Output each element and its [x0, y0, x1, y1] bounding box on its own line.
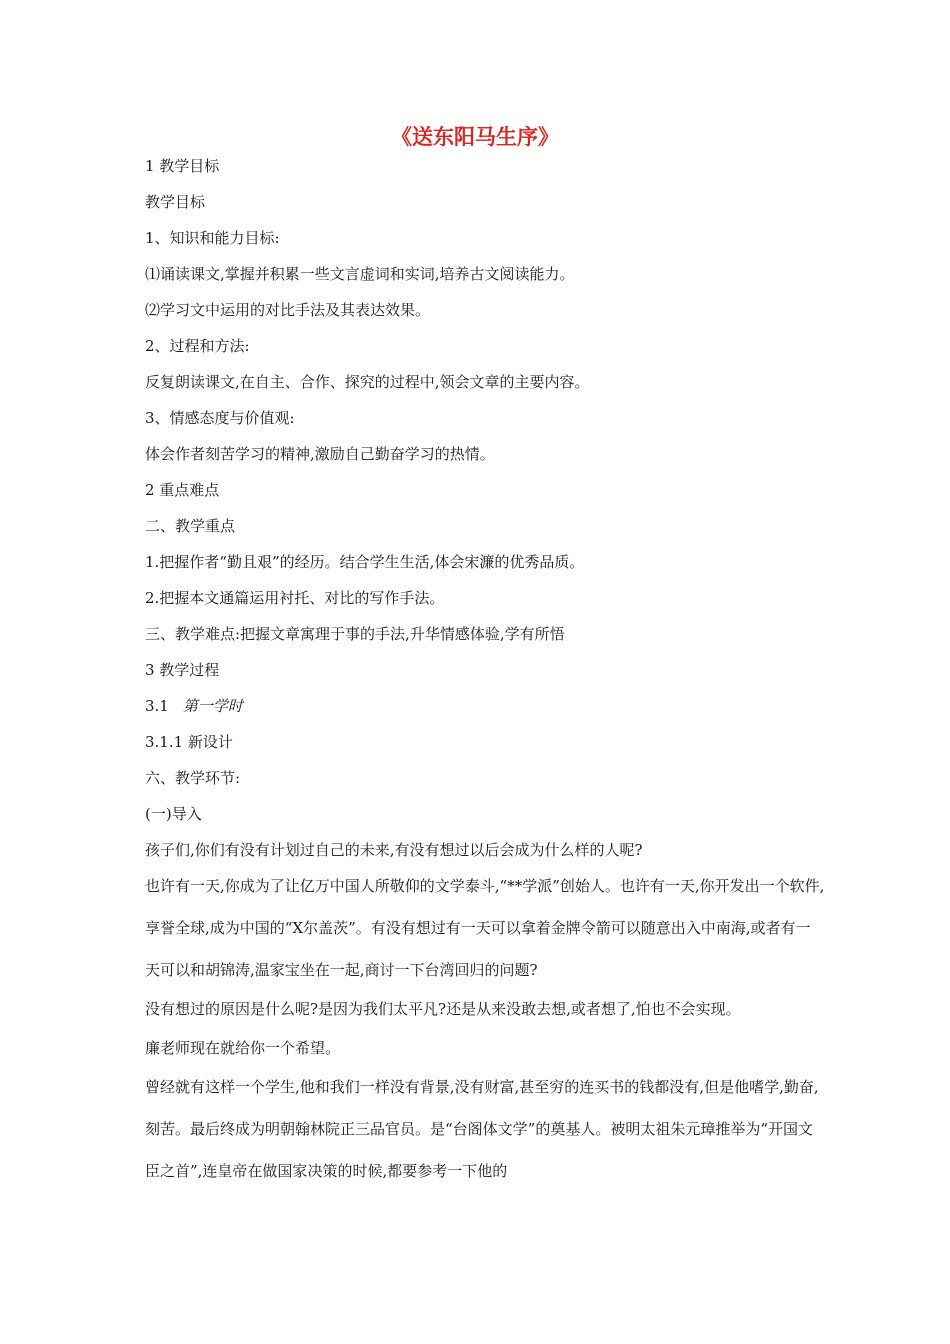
paragraph: 体会作者刻苦学习的精神,激励自己勤奋学习的热情。 — [145, 445, 495, 463]
section-number: 3.1 — [145, 697, 169, 715]
paragraph: 孩子们,你们有没有计划过自己的未来,有没有想过以后会成为什么样的人呢? — [145, 841, 643, 859]
paragraph: 3、情感态度与价值观: — [145, 409, 295, 427]
paragraph: 三、教学难点:把握文章寓理于事的手法,升华情感体验,学有所悟 — [145, 625, 565, 643]
paragraph: 没有想过的原因是什么呢?是因为我们太平凡?还是从来没敢去想,或者想了,怕也不会实现。 — [145, 1000, 741, 1018]
paragraph: ⑴诵读课文,掌握并积累一些文言虚词和实词,培养古文阅读能力。 — [145, 265, 575, 283]
paragraph: (一)导入 — [145, 805, 202, 823]
paragraph: 2.把握本文通篇运用衬托、对比的写作手法。 — [145, 589, 445, 607]
paragraph: ⑵学习文中运用的对比手法及其表达效果。 — [145, 301, 431, 319]
paragraph: 廉老师现在就给你一个希望。 — [145, 1039, 341, 1057]
paragraph: 也许有一天,你成为了让亿万中国人所敬仰的文学泰斗,“**学派”创始人。也许有一天,你开发出一个软件,享誉全球,成为中国的“X尔盖茨”。有没有想过有一天可以拿着金牌令箭可以随意出入中南海,或者有一天可以和胡锦涛,温家宝坐在一起,商讨一下台湾回归的问题? — [145, 877, 825, 979]
paragraph: 教学目标 — [145, 193, 206, 211]
document-title: 《送东阳马生序》 — [391, 125, 559, 149]
paragraph: 3 教学过程 — [145, 661, 220, 679]
paragraph: 1、知识和能力目标: — [145, 229, 280, 247]
paragraph: 六、教学环节: — [145, 769, 241, 787]
paragraph: 1.把握作者“勤且艰”的经历。结合学生生活,体会宋濂的优秀品质。 — [145, 553, 585, 571]
document-body — [145, 148, 825, 1189]
paragraph: 3.1.1 新设计 — [145, 733, 233, 751]
paragraph: 反复朗读课文,在自主、合作、探究的过程中,领会文章的主要内容。 — [145, 373, 590, 391]
section-heading — [145, 688, 825, 724]
section-title: 第一学时 — [182, 697, 243, 715]
paragraph: 1 教学目标 — [145, 157, 220, 175]
paragraph: 2、过程和方法: — [145, 337, 250, 355]
paragraph: 曾经就有这样一个学生,他和我们一样没有背景,没有财富,甚至穷的连买书的钱都没有,但是他嗜学,勤奋,刻苦。最后终成为明朝翰林院正三品官员。是“台阁体文学”的奠基人。被明太祖朱元璋推举为“开国文臣之首”,连皇帝在做国家决策的时候,都要参考一下他的 — [145, 1078, 819, 1180]
paragraph: 二、教学重点 — [145, 517, 236, 535]
paragraph: 2 重点难点 — [145, 481, 220, 499]
